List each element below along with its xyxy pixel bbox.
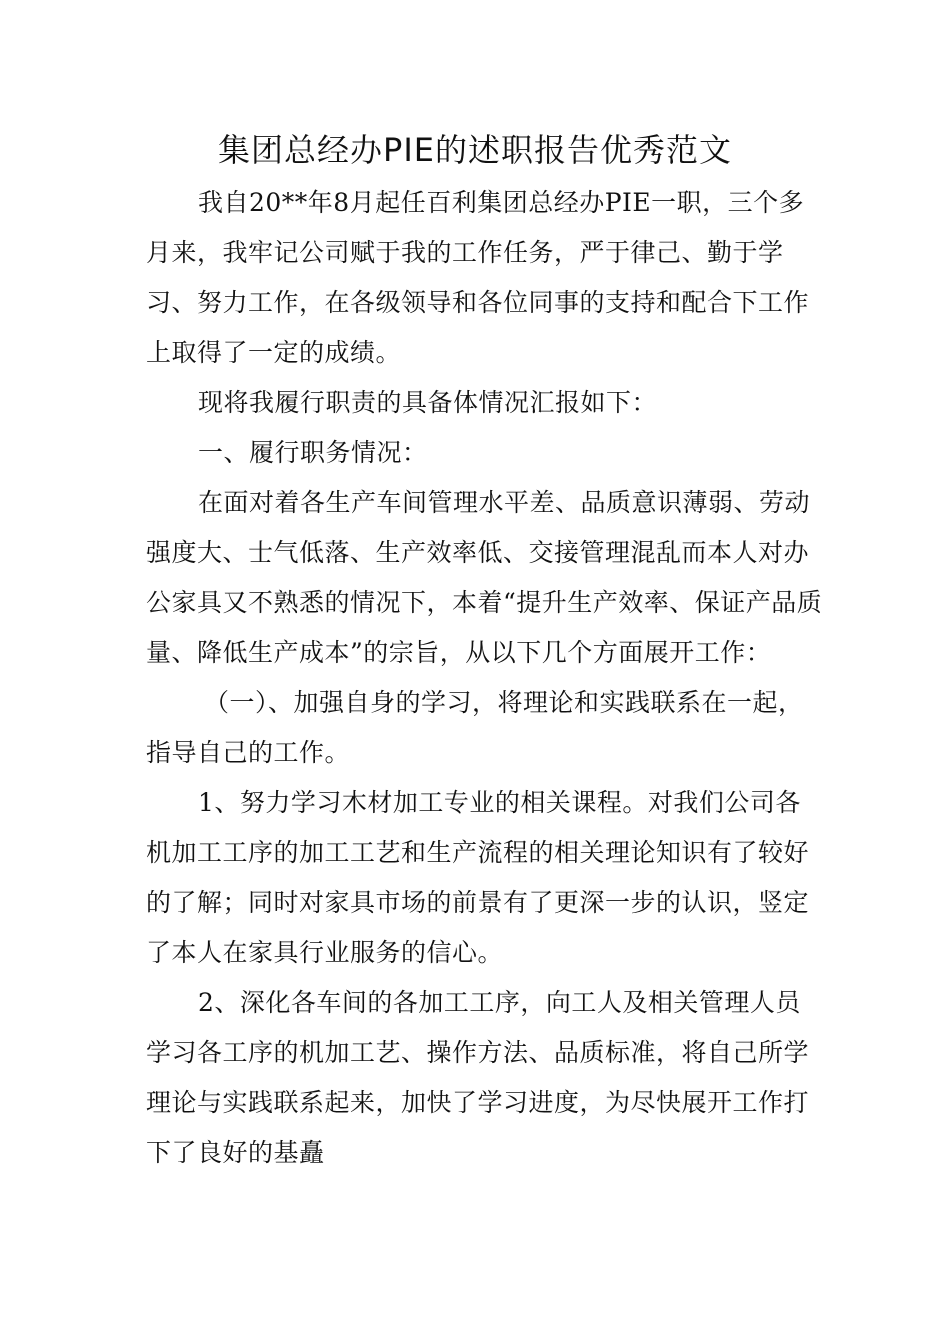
paragraph-item-1: 1、努力学习木材加工专业的相关课程。对我们公司各机加工工序的加工工艺和生产流程的相关理论知识有了较好的了解；同时对家具市场的前景有了更深一步的认识，竖定了本人在家具行业服务的信心。 — [146, 788, 810, 967]
paragraph-situation: 在面对着各生产车间管理水平差、品质意识薄弱、劳动强度大、士气低落、生产效率低、交接管理混乱而本人对办公家具又不熟悉的情况下，本着“提升生产效率、保证产品质量、降低生产成本”的宗旨，从以下几个方面展开工作： — [146, 488, 823, 667]
section-heading-duties: 一、履行职务情况： — [198, 438, 428, 467]
paragraph-item-2: 2、深化各车间的各加工工序，向工人及相关管理人员学习各工序的机加工艺、操作方法、品质标准，将自己所学理论与实践联系起来，加快了学习进度，为尽快展开工作打下了良好的基矗 — [146, 988, 810, 1167]
subsection-heading-learning: （一）、加强自身的学习，将理论和实践联系在一起，指导自己的工作。 — [146, 688, 804, 767]
document-title: 集团总经办PIE的述职报告优秀范文 — [218, 131, 732, 169]
paragraph-report-lead: 现将我履行职责的具备体情况汇报如下： — [198, 388, 658, 417]
document-body — [146, 178, 826, 1178]
paragraph-intro: 我自20**年8月起任百利集团总经办PIE一职，三个多月来，我牢记公司赋于我的工作任务，严于律己、勤于学习、努力工作，在各级领导和各位同事的支持和配合下工作上取得了一定的成绩。 — [146, 188, 810, 367]
